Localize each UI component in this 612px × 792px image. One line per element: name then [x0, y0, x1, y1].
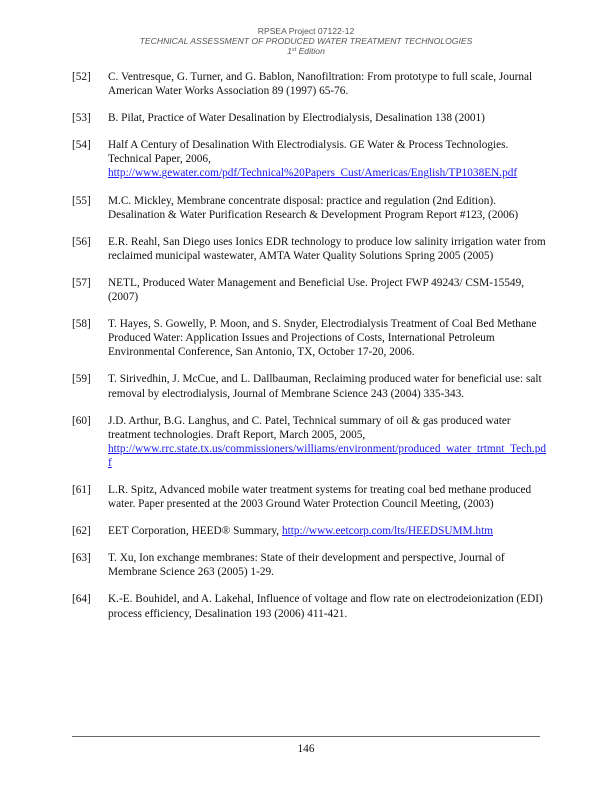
reference-text: [108, 111, 548, 125]
reference-number: [57]: [72, 276, 91, 289]
reference-text: [108, 483, 548, 511]
edition-word: Edition: [296, 46, 325, 56]
reference-text: [108, 70, 548, 98]
reference-link[interactable]: http://www.eetcorp.com/lts/HEEDSUMM.htm: [281, 525, 494, 538]
reference-citation: J.D. Arthur, B.G. Langhus, and C. Patel, Technical summary of oil & gas produced water treatment technologies. Draft Report, March 2005, 2005,: [108, 414, 511, 441]
reference-text: [108, 194, 548, 222]
reference-number: [64]: [72, 593, 91, 606]
reference-item: [72, 414, 548, 470]
reference-text: [108, 235, 548, 263]
running-header: [0, 26, 612, 56]
reference-list: [72, 70, 548, 621]
reference-number: [59]: [72, 373, 91, 386]
reference-number: [52]: [72, 71, 91, 83]
reference-citation: B. Pilat, Practice of Water Desalination by Electrodialysis, Desalination 138 (2001): [108, 112, 485, 125]
reference-item: [72, 138, 548, 180]
footer-divider: [72, 736, 540, 737]
reference-citation: E.R. Reahl, San Diego uses Ionics EDR technology to produce low salinity irrigation water from reclaimed municipal wastewater, AMTA Water Quality Solutions Spring 2005 (2005): [108, 235, 546, 262]
reference-text: [108, 524, 548, 538]
reference-number: [63]: [72, 552, 91, 565]
reference-text: [108, 138, 548, 180]
reference-link[interactable]: http://www.rrc.state.tx.us/commissioners/williams/environment/produced_water_trtmnt_Tech.pdf: [108, 442, 547, 469]
reference-item: [72, 483, 548, 511]
reference-text: [108, 317, 548, 359]
edition-line: [0, 46, 612, 56]
reference-item: [72, 317, 548, 359]
project-line: RPSEA Project 07122-12: [257, 26, 355, 36]
reference-text: [108, 414, 548, 470]
reference-citation: T. Sirivedhin, J. McCue, and L. Dallbauman, Reclaiming produced water for beneficial use: salt removal by electrodialysis, Journal of Membrane Science 243 (2004) 335-343.: [108, 373, 542, 400]
reference-item: [72, 524, 548, 538]
reference-text: [108, 276, 548, 304]
reference-item: [72, 111, 548, 125]
reference-citation: L.R. Spitz, Advanced mobile water treatment systems for treating coal bed methane produced water. Paper presented at the 2003 Ground Water Protection Council Meeting, (2003): [108, 483, 532, 511]
reference-number: [56]: [72, 235, 91, 248]
reference-citation: K.-E. Bouhidel, and A. Lakehal, Influence of voltage and flow rate on electrodeionization (EDI) process efficiency, Desalination 193 (2006) 411-421.: [108, 593, 543, 620]
reference-citation: C. Ventresque, G. Turner, and G. Bablon, Nanofiltration: From prototype to full scale, Journal American Water Works Association 89 (1997) 65-76.: [108, 71, 533, 98]
reference-item: [72, 70, 548, 98]
reference-item: [72, 194, 548, 222]
reference-citation: T. Xu, Ion exchange membranes: State of their development and perspective, Journal of Membrane Science 263 (2005) 1-29.: [108, 552, 505, 579]
reference-number: [53]: [72, 112, 91, 125]
reference-item: [72, 551, 548, 579]
reference-number: [54]: [72, 139, 91, 152]
reference-item: [72, 276, 548, 304]
reference-link[interactable]: http://www.gewater.com/pdf/Technical%20Papers_Cust/Americas/English/TP1038EN.pdf: [108, 167, 518, 180]
reference-citation: EET Corporation, HEED® Summary,: [108, 525, 280, 538]
reference-number: [61]: [72, 483, 91, 496]
reference-citation: NETL, Produced Water Management and Beneficial Use. Project FWP 49243/ CSM-15549, (2007): [108, 276, 525, 304]
reference-item: [72, 235, 548, 263]
reference-citation: M.C. Mickley, Membrane concentrate disposal: practice and regulation (2nd Edition). Desalination & Water Purification Research & Development Program Report #123, (2006): [108, 194, 519, 221]
reference-item: [72, 372, 548, 400]
reference-number: [58]: [72, 318, 91, 331]
report-title: TECHNICAL ASSESSMENT OF PRODUCED WATER TREATMENT TECHNOLOGIES: [139, 36, 473, 46]
reference-citation: T. Hayes, S. Gowelly, P. Moon, and S. Snyder, Electrodialysis Treatment of Coal Bed Methane Produced Water: Application Issues and Projections of Costs, International Petroleum Environmental Conference, San Antonio, TX, October 17-20, 2006.: [108, 318, 537, 359]
page-number: 146: [297, 743, 315, 755]
reference-item: [72, 592, 548, 620]
reference-number: [60]: [72, 414, 91, 427]
reference-text: [108, 551, 548, 579]
edition-number: 1: [287, 46, 292, 56]
edition-ordinal: st: [291, 47, 297, 53]
reference-text: [108, 372, 548, 400]
reference-number: [62]: [72, 525, 91, 538]
reference-text: [108, 592, 548, 620]
reference-citation: Half A Century of Desalination With Electrodialysis. GE Water & Process Technologies. Technical Paper, 2006,: [108, 139, 509, 166]
reference-number: [55]: [72, 194, 91, 207]
